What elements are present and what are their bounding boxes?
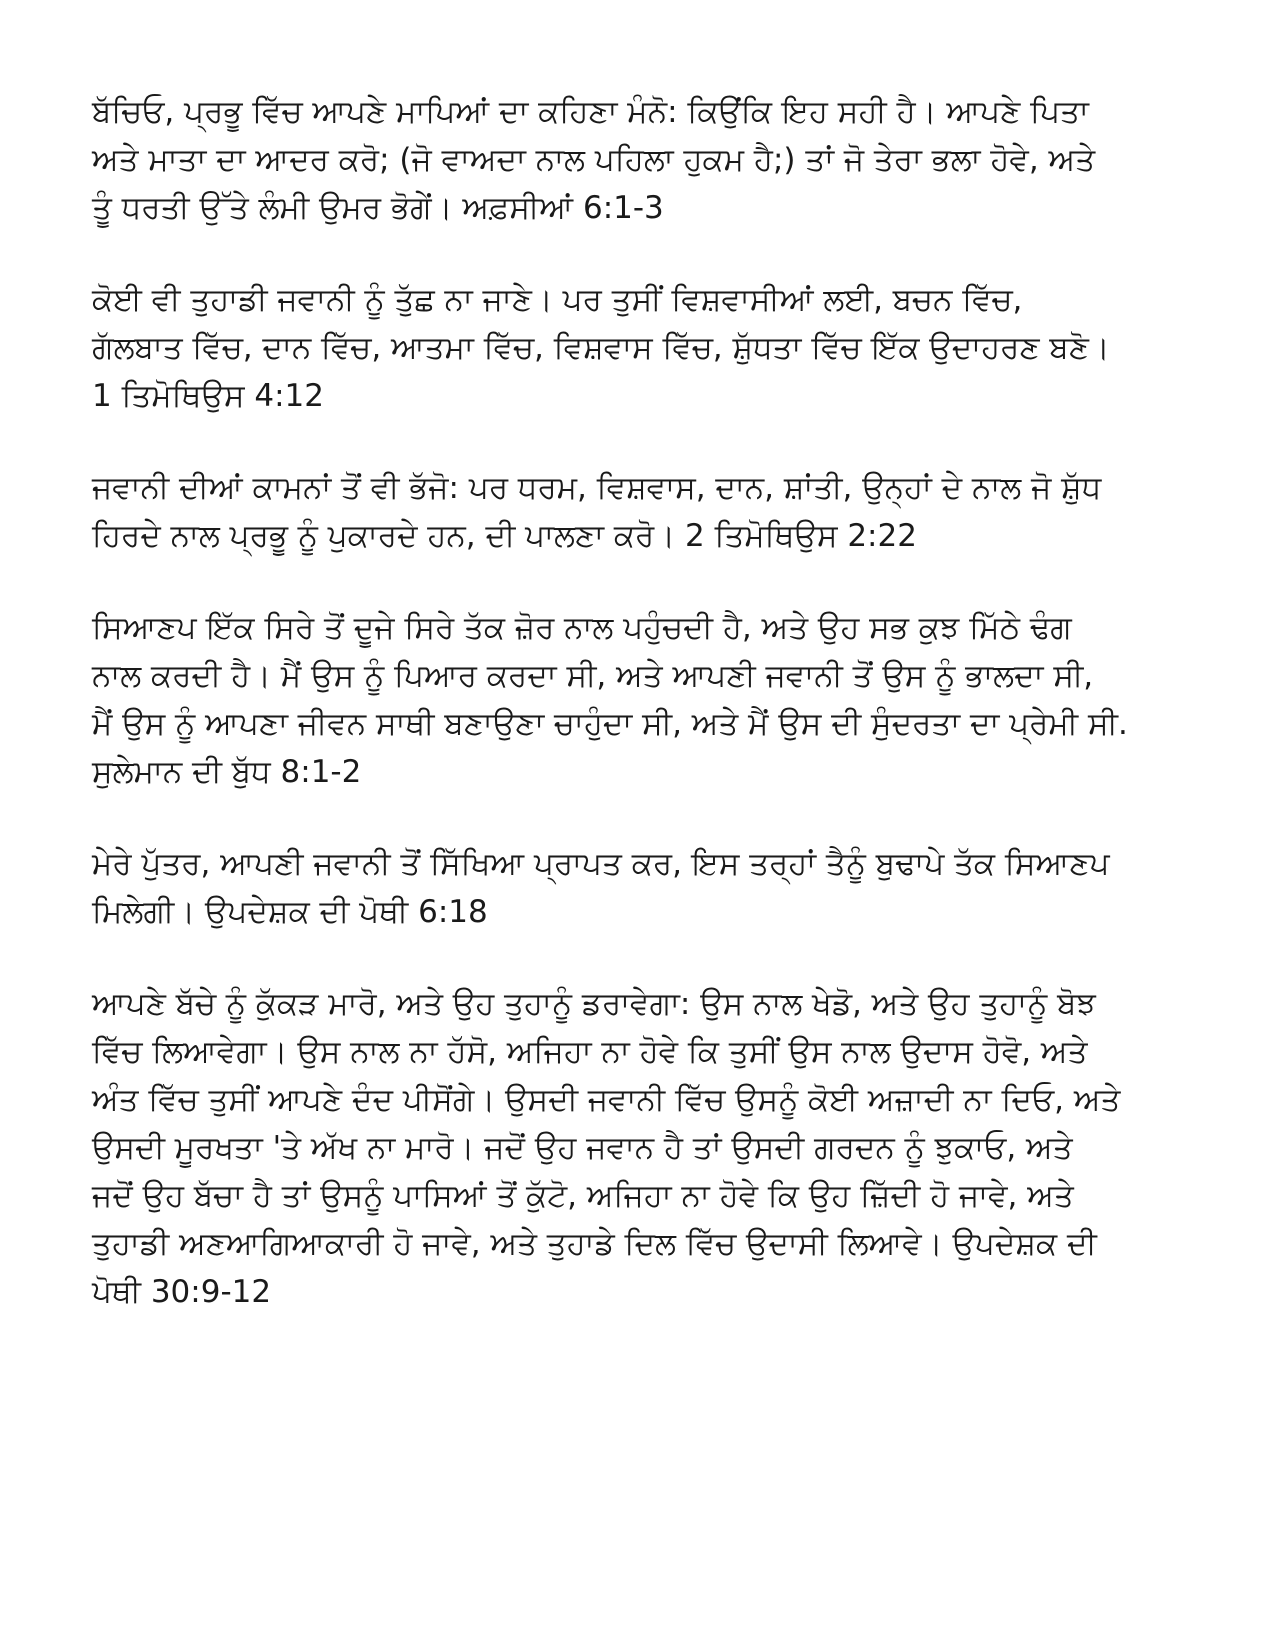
text-line: 1 ਤਿਮੋਥਿਉਸ 4:12: [92, 378, 324, 414]
text-line: ਤੂੰ ਧਰਤੀ ਉੱਤੇ ਲੰਮੀ ਉਮਰ ਭੋਗੇਂ। ਅਫ਼ਸੀਆਂ 6:1-3: [92, 190, 664, 226]
passage-1-timothy: [92, 276, 1179, 420]
text-line: ਮੇਰੇ ਪੁੱਤਰ, ਆਪਣੀ ਜਵਾਨੀ ਤੋਂ ਸਿੱਖਿਆ ਪ੍ਰਾਪਤ ਕਰ, ਇਸ ਤਰ੍ਹਾਂ ਤੈਨੂੰ ਬੁਢਾਪੇ ਤੱਕ ਸਿਆਣਪ: [92, 846, 1110, 882]
text-line: ਅਤੇ ਮਾਤਾ ਦਾ ਆਦਰ ਕਰੋ; (ਜੋ ਵਾਅਦਾ ਨਾਲ ਪਹਿਲਾ ਹੁਕਮ ਹੈ;) ਤਾਂ ਜੋ ਤੇਰਾ ਭਲਾ ਹੋਵੇ, ਅਤੇ: [92, 142, 1096, 178]
text-line: ਮੈਂ ਉਸ ਨੂੰ ਆਪਣਾ ਜੀਵਨ ਸਾਥੀ ਬਣਾਉਣਾ ਚਾਹੁੰਦਾ ਸੀ, ਅਤੇ ਮੈਂ ਉਸ ਦੀ ਸੁੰਦਰਤਾ ਦਾ ਪ੍ਰੇਮੀ ਸੀ.: [92, 706, 1128, 742]
text-line: ਬੱਚਿਓ, ਪ੍ਰਭੂ ਵਿੱਚ ਆਪਣੇ ਮਾਪਿਆਂ ਦਾ ਕਹਿਣਾ ਮੰਨੋ: ਕਿਉਂਕਿ ਇਹ ਸਹੀ ਹੈ। ਆਪਣੇ ਪਿਤਾ: [92, 94, 1089, 130]
text-line: ਅੰਤ ਵਿੱਚ ਤੁਸੀਂ ਆਪਣੇ ਦੰਦ ਪੀਸੋਂਗੇ। ਉਸਦੀ ਜਵਾਨੀ ਵਿੱਚ ਉਸਨੂੰ ਕੋਈ ਅਜ਼ਾਦੀ ਨਾ ਦਿਓ, ਅਤੇ: [92, 1082, 1121, 1118]
text-line: ਹਿਰਦੇ ਨਾਲ ਪ੍ਰਭੂ ਨੂੰ ਪੁਕਾਰਦੇ ਹਨ, ਦੀ ਪਾਲਣਾ ਕਰੋ। 2 ਤਿਮੋਥਿਉਸ 2:22: [92, 518, 917, 554]
text-line: ਜਵਾਨੀ ਦੀਆਂ ਕਾਮਨਾਂ ਤੋਂ ਵੀ ਭੱਜੋ: ਪਰ ਧਰਮ, ਵਿਸ਼ਵਾਸ, ਦਾਨ, ਸ਼ਾਂਤੀ, ਉਨ੍ਹਾਂ ਦੇ ਨਾਲ ਜੋ ਸ਼ੁੱਧ: [92, 470, 1102, 506]
text-line: ਨਾਲ ਕਰਦੀ ਹੈ। ਮੈਂ ਉਸ ਨੂੰ ਪਿਆਰ ਕਰਦਾ ਸੀ, ਅਤੇ ਆਪਣੀ ਜਵਾਨੀ ਤੋਂ ਉਸ ਨੂੰ ਭਾਲਦਾ ਸੀ,: [92, 658, 1094, 694]
passage-ephesians: [92, 88, 1179, 232]
text-line: ਕੋਈ ਵੀ ਤੁਹਾਡੀ ਜਵਾਨੀ ਨੂੰ ਤੁੱਛ ਨਾ ਜਾਣੇ। ਪਰ ਤੁਸੀਂ ਵਿਸ਼ਵਾਸੀਆਂ ਲਈ, ਬਚਨ ਵਿੱਚ,: [92, 282, 1023, 318]
passage-wisdom: [92, 604, 1179, 796]
text-line: ਉਸਦੀ ਮੂਰਖਤਾ 'ਤੇ ਅੱਖ ਨਾ ਮਾਰੋ। ਜਦੋਂ ਉਹ ਜਵਾਨ ਹੈ ਤਾਂ ਉਸਦੀ ਗਰਦਨ ਨੂੰ ਝੁਕਾਓ, ਅਤੇ: [92, 1130, 1073, 1166]
text-line: ਆਪਣੇ ਬੱਚੇ ਨੂੰ ਕੁੱਕੜ ਮਾਰੋ, ਅਤੇ ਉਹ ਤੁਹਾਨੂੰ ਡਰਾਵੇਗਾ: ਉਸ ਨਾਲ ਖੇਡੋ, ਅਤੇ ਉਹ ਤੁਹਾਨੂੰ ਬੋਝ: [92, 986, 1096, 1022]
text-line: ਸਿਆਣਪ ਇੱਕ ਸਿਰੇ ਤੋਂ ਦੂਜੇ ਸਿਰੇ ਤੱਕ ਜ਼ੋਰ ਨਾਲ ਪਹੁੰਚਦੀ ਹੈ, ਅਤੇ ਉਹ ਸਭ ਕੁਝ ਮਿੱਠੇ ਢੰਗ: [92, 610, 1072, 646]
text-line: ਵਿੱਚ ਲਿਆਵੇਗਾ। ਉਸ ਨਾਲ ਨਾ ਹੱਸੋ, ਅਜਿਹਾ ਨਾ ਹੋਵੇ ਕਿ ਤੁਸੀਂ ਉਸ ਨਾਲ ਉਦਾਸ ਹੋਵੋ, ਅਤੇ: [92, 1034, 1088, 1070]
text-line: ਜਦੋਂ ਉਹ ਬੱਚਾ ਹੈ ਤਾਂ ਉਸਨੂੰ ਪਾਸਿਆਂ ਤੋਂ ਕੁੱਟੋ, ਅਜਿਹਾ ਨਾ ਹੋਵੇ ਕਿ ਉਹ ਜ਼ਿੱਦੀ ਹੋ ਜਾਵੇ, ਅਤੇ: [92, 1178, 1074, 1214]
text-line: ਤੁਹਾਡੀ ਅਣਆਗਿਆਕਾਰੀ ਹੋ ਜਾਵੇ, ਅਤੇ ਤੁਹਾਡੇ ਦਿਲ ਵਿੱਚ ਉਦਾਸੀ ਲਿਆਵੇ। ਉਪਦੇਸ਼ਕ ਦੀ: [92, 1226, 1097, 1262]
text-line: ਗੱਲਬਾਤ ਵਿੱਚ, ਦਾਨ ਵਿੱਚ, ਆਤਮਾ ਵਿੱਚ, ਵਿਸ਼ਵਾਸ ਵਿੱਚ, ਸ਼ੁੱਧਤਾ ਵਿੱਚ ਇੱਕ ਉਦਾਹਰਣ ਬਣੋ।: [92, 330, 1110, 366]
text-line: ਸੁਲੇਮਾਨ ਦੀ ਬੁੱਧ 8:1-2: [92, 754, 362, 790]
text-line: ਪੋਥੀ 30:9-12: [92, 1274, 272, 1310]
passage-sirach-6: [92, 840, 1179, 936]
text-line: ਮਿਲੇਗੀ। ਉਪਦੇਸ਼ਕ ਦੀ ਪੋਥੀ 6:18: [92, 894, 488, 930]
passage-sirach-30: [92, 980, 1179, 1316]
passage-2-timothy: [92, 464, 1179, 560]
